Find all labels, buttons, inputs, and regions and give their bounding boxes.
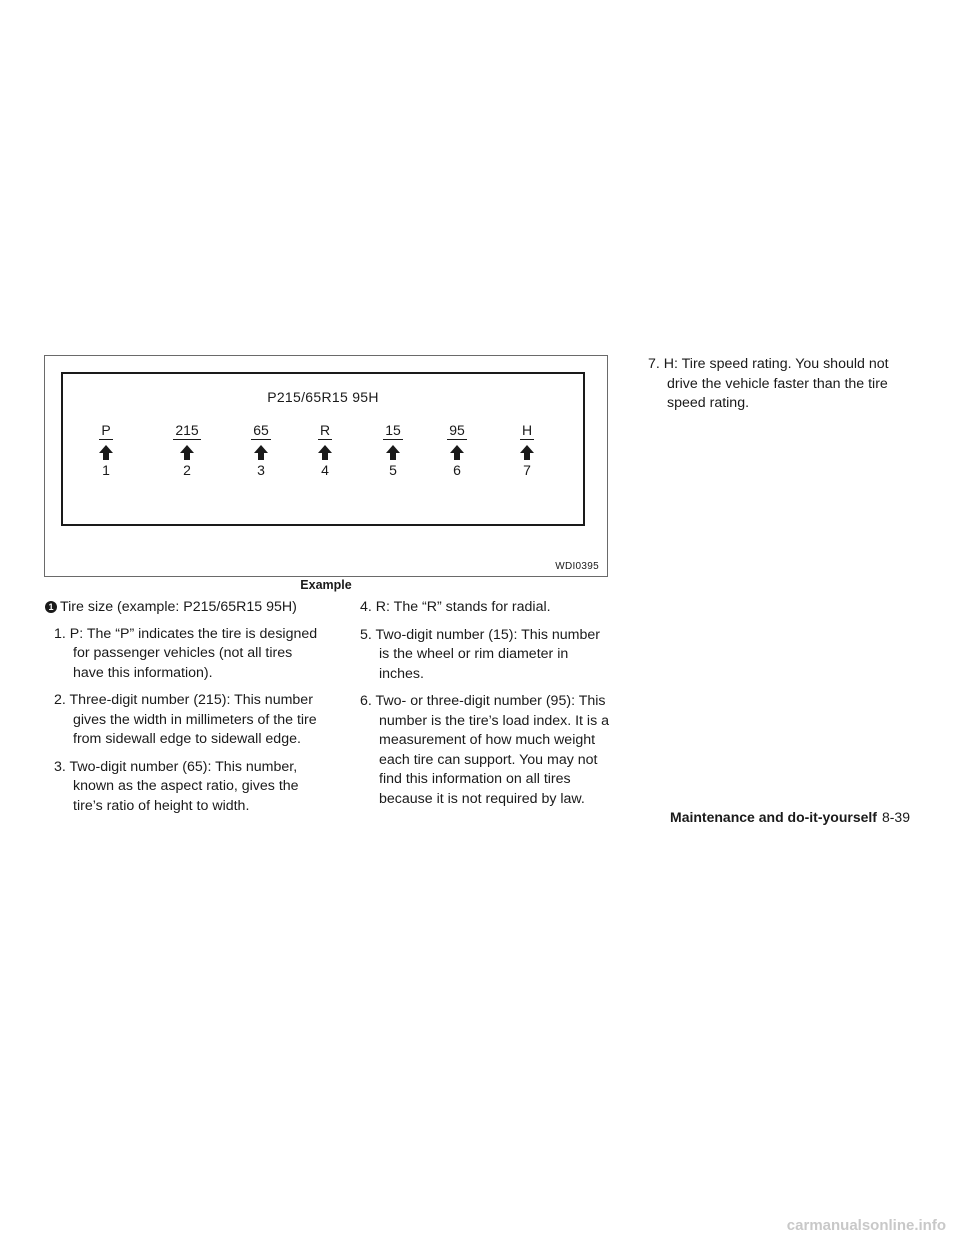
arrow-up-icon (254, 445, 268, 460)
watermark: carmanualsonline.info (786, 1217, 946, 1234)
part-number: 4 (321, 462, 329, 478)
arrow-up-icon (318, 445, 332, 460)
part-number: 7 (523, 462, 531, 478)
tire-size-figure (44, 355, 608, 577)
tire-part-2 (162, 422, 212, 478)
tire-part-3 (236, 422, 286, 478)
part-code: 215 (175, 422, 199, 438)
part-code: R (319, 422, 331, 438)
footer-section-title: Maintenance and do-it-yourself (670, 809, 877, 825)
tire-part-5 (368, 422, 418, 478)
part-code: H (521, 422, 533, 438)
section-heading (45, 598, 325, 618)
part-number: 1 (102, 462, 110, 478)
part-code: P (101, 422, 111, 438)
list-item: 6. Two- or three-digit number (95): This number is the tire’s load index. It is a measurement of how much weight each tire can support. You may not find this information on all tires because it is not required by law. (360, 693, 610, 807)
page-number: 8-39 (881, 809, 910, 825)
text-column-2 (352, 598, 610, 817)
part-number: 3 (257, 462, 265, 478)
tire-label-frame (61, 372, 585, 526)
part-number: 6 (453, 462, 461, 478)
part-number: 2 (183, 462, 191, 478)
page-footer (622, 809, 910, 825)
part-code: 15 (385, 422, 401, 438)
list-item: 4. R: The “R” stands for radial. (360, 599, 551, 615)
list-item: 7. H: Tire speed rating. You should not drive the vehicle faster than the tire speed rating. (648, 356, 889, 411)
arrow-up-icon (520, 445, 534, 460)
part-code: 65 (253, 422, 269, 438)
list-item: 2. Three-digit number (215): This number gives the width in millimeters of the tire from sidewall edge to sidewall edge. (54, 692, 317, 747)
arrow-up-icon (99, 445, 113, 460)
part-code: 95 (449, 422, 465, 438)
tire-part-4 (300, 422, 350, 478)
tire-part-6 (432, 422, 482, 478)
tire-size-string: P215/65R15 95H (267, 389, 379, 405)
list-item: 5. Two-digit number (15): This number is the wheel or rim diameter in inches. (360, 626, 600, 682)
arrow-up-icon (386, 445, 400, 460)
text-column-3 (640, 355, 908, 422)
figure-caption: Example (300, 578, 352, 592)
text-column-1 (45, 598, 325, 824)
tire-part-7 (502, 422, 552, 478)
tire-part-1 (81, 422, 131, 478)
list-item: 1. P: The “P” indicates the tire is designed for passenger vehicles (not all tires have this information). (54, 625, 318, 681)
heading-text: Tire size (example: P215/65R15 95H) (60, 599, 297, 615)
list-item: 3. Two-digit number (65): This number, known as the aspect ratio, gives the tire’s ratio of height to width. (54, 758, 299, 814)
part-number: 5 (389, 462, 397, 478)
arrow-up-icon (450, 445, 464, 460)
figure-code: WDI0395 (555, 561, 599, 572)
circled-number-icon: 1 (45, 601, 57, 613)
arrow-up-icon (180, 445, 194, 460)
